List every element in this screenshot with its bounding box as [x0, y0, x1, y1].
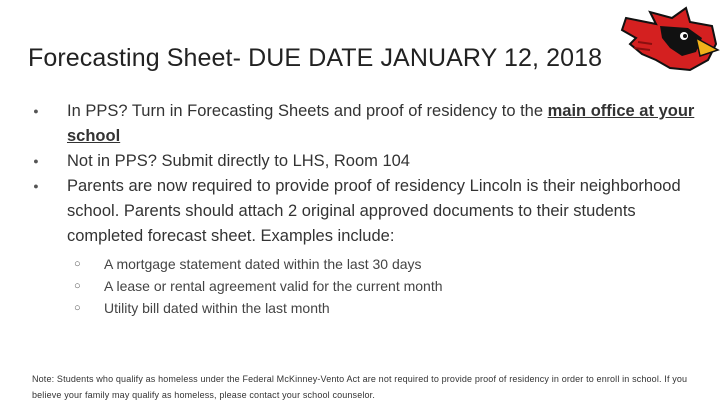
bullet-list [30, 99, 700, 319]
bullet-item-pps [30, 99, 700, 149]
cardinal-mascot-icon [616, 4, 720, 76]
sub-item-text: Utility bill dated within the last month [104, 300, 330, 316]
sub-item-lease [67, 275, 700, 297]
sub-bullet-ring: ○ [74, 280, 81, 292]
main-office-link-text: main office at your school [67, 102, 695, 145]
bullet-text: In PPS? Turn in Forecasting Sheets and proof of residency to the [67, 102, 548, 120]
bullet-dot: ● [33, 106, 39, 116]
bullet-text: Parents are now required to provide proof of residency Lincoln is their neighborhood school. Parents should attach 2 original approved documents to their students completed forecast sheet. Examples include: [67, 177, 681, 245]
bullet-item-not-pps [30, 149, 700, 174]
bullet-dot: ● [33, 156, 39, 166]
slide-title: Forecasting Sheet- DUE DATE JANUARY 12, 2018 [28, 44, 603, 72]
sub-bullet-ring: ○ [74, 302, 81, 314]
sub-item-mortgage [67, 253, 700, 275]
sub-item-text: A lease or rental agreement valid for the current month [104, 278, 443, 294]
bullet-dot: ● [33, 181, 39, 191]
examples-sublist [67, 253, 700, 319]
bullet-item-proof-of-residency [30, 174, 700, 319]
bullet-text: Not in PPS? Submit directly to LHS, Room 104 [67, 152, 410, 170]
sub-item-text: A mortgage statement dated within the last 30 days [104, 256, 422, 272]
footnote: Note: Students who qualify as homeless under the Federal McKinney-Vento Act are not required to provide proof of residency in order to enroll in school. If you believe your family may qualify as homeless, please contact your school counselor. [32, 374, 688, 400]
sub-item-utility-bill [67, 297, 700, 319]
sub-bullet-ring: ○ [74, 258, 81, 270]
